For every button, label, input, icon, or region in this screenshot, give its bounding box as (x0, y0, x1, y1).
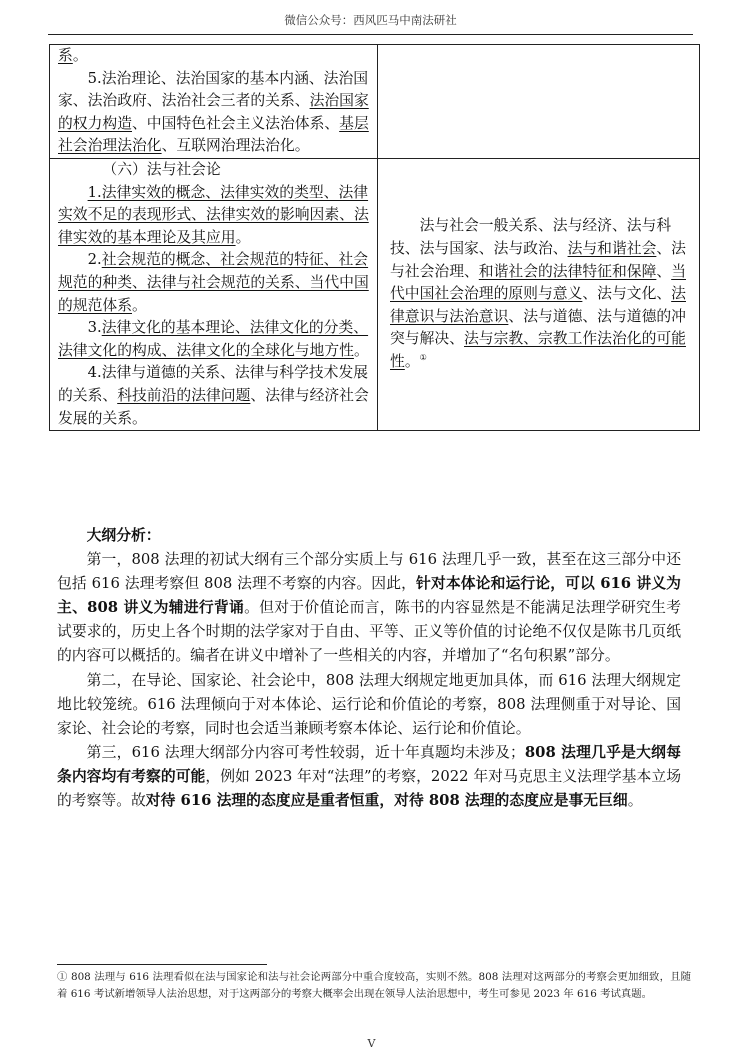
text-run: 。 (353, 341, 369, 359)
text-run: 、法与社会治理、 (390, 240, 686, 280)
underlined-text: 基层社会治理法治化 (58, 114, 369, 155)
text-run: 、中国特色社会主义法治体系、 (132, 114, 340, 132)
section-title: （六）法与社会论 (102, 160, 221, 178)
analysis-paragraph-2: 第二，在导论、国家论、社会论中，808 法理大纲规定地更加具体，而 616 法理大纲规定地比较笼统。616 法理倾向于对本体论、运行论和价值论的考察，808 法理侧重于对导论、国家论、社会论的考察，同时也会适当兼顾考察本体论、运行论和价值论。 (57, 671, 681, 737)
underlined-text: 科技前沿的法律问题 (117, 386, 251, 404)
text-run: 、法与道德、法与道德的冲突与解决、 (390, 307, 686, 348)
text-run: 2. (87, 251, 102, 269)
bold-text: 针对本体论和运行论，可以 616 讲义为主、808 讲义为辅进行背诵 (57, 575, 681, 617)
footnote-divider (57, 964, 267, 965)
underlined-text: 法律文化的基本理论、法律文化的分类、法律文化的构成、法律文化的全球化与地方性 (58, 319, 369, 359)
syllabus-item-5 (58, 68, 371, 158)
text-run: 、法律与经济社会发展的关系。 (58, 386, 369, 427)
page-header: 微信公众号：西风匹马中南法研社 (48, 12, 693, 35)
underlined-text: 法与宗教、宗教工作法治化的可能性 (390, 330, 686, 371)
underlined-text: 社会规范的概念、社会规范的特征、社会规范的种类、法律与社会规范的关系、当代中国的规范体系 (58, 251, 369, 314)
syllabus-808-summary (390, 215, 689, 373)
text-run: 法与社会一般关系、法与经济、法与科技、法与国家、法与政治、 (390, 217, 672, 258)
table-cell-left (50, 45, 378, 159)
footnote (57, 969, 691, 1002)
table-cell-right (378, 158, 700, 430)
text-run: 第三，616 法理大纲部分内容可考性较弱，近十年真题均未涉及； (86, 743, 525, 761)
text-run: 、 (656, 262, 672, 280)
page-number: V (367, 1037, 376, 1050)
bold-text: 对待 616 法理的态度应是重者恒重，对待 808 法理的态度应是事无巨细 (145, 792, 628, 810)
underlined-text: 当代中国社会治理的原则与意义 (390, 262, 686, 303)
text-run: 。但对于价值论而言，陈书的内容显然是不能满足法理学研究生考试要求的，历史上各个时期的法学家对于自由、平等、正义等价值的讨论绝不仅仅是陈书几页纸的内容可以概括的。编者在讲义中增补了一些相关的内容，并增加了“名句积累”部分。 (57, 599, 681, 665)
syllabus-item-1 (58, 182, 371, 250)
table-row (50, 45, 700, 159)
text-run: 。 (627, 792, 643, 810)
underlined-text: 和谐社会的法律特征和保障 (478, 262, 657, 280)
underlined-text: 法律意识与法治意识 (390, 285, 686, 325)
underlined-text: 法与和谐社会 (567, 240, 657, 258)
syllabus-analysis (57, 524, 681, 813)
syllabus-item-4 (58, 362, 371, 430)
analysis-paragraph-3 (57, 741, 681, 813)
text-run: 。 (235, 228, 251, 246)
text-run: ，例如 2023 年对“法理”的考察，2022 年对马克思主义法理学基本立场的考察等。故 (57, 767, 681, 810)
analysis-paragraph-1 (57, 548, 681, 668)
footnote-text: 808 法理与 616 法理看似在法与国家论和法与社会论两部分中重合度较高，实则不然。808 法理对这两部分的考察会更加细致，且随着 616 考试新增领导人法治思想，对于这两部分的考察大概率会出现在领导人法治思想中，考生可参见 2023 年 616 考试真题。 (57, 971, 692, 1000)
underlined-text: 系 (58, 47, 73, 64)
table-cell-right-empty (378, 45, 700, 159)
table-row (50, 158, 700, 430)
continued-text (58, 45, 371, 68)
text-run: 、法与文化、 (582, 285, 672, 303)
underlined-text: 法治国家的权力构造 (58, 92, 369, 132)
syllabus-item-3 (58, 317, 371, 362)
bold-text: 808 法理几乎是大纲每条内容均有考察的可能 (57, 743, 681, 785)
text-run: 3. (87, 319, 102, 337)
text-run: 4.法律与道德的关系、法律与科学技术发展的关系、 (58, 364, 369, 404)
syllabus-item-2 (58, 249, 371, 317)
syllabus-table (49, 44, 700, 431)
footnote-marker: ① (57, 971, 68, 983)
text-run: 5.法治理论、法治国家的基本内涵、法治国家、法治政府、法治社会三者的关系、 (58, 69, 369, 110)
text-run: 、互联网治理法治化。 (161, 137, 310, 155)
analysis-title: 大纲分析： (86, 527, 161, 544)
text-run: 。 (404, 353, 420, 371)
text-run: 第一，808 法理的初试大纲有三个部分实质上与 616 法理几乎一致，甚至在这三部分中还包括 616 法理考察但 808 法理不考察的内容。因此， (57, 551, 681, 593)
table-cell-left (50, 158, 378, 430)
text-run: 。 (72, 47, 88, 64)
underlined-text: 1.法律实效的概念、法律实效的类型、法律实效不足的表现形式、法律实效的影响因素、法律实效的基本理论及其应用 (58, 183, 369, 246)
footnote-marker[interactable]: ① (419, 353, 427, 363)
text-run: 。 (132, 296, 147, 314)
